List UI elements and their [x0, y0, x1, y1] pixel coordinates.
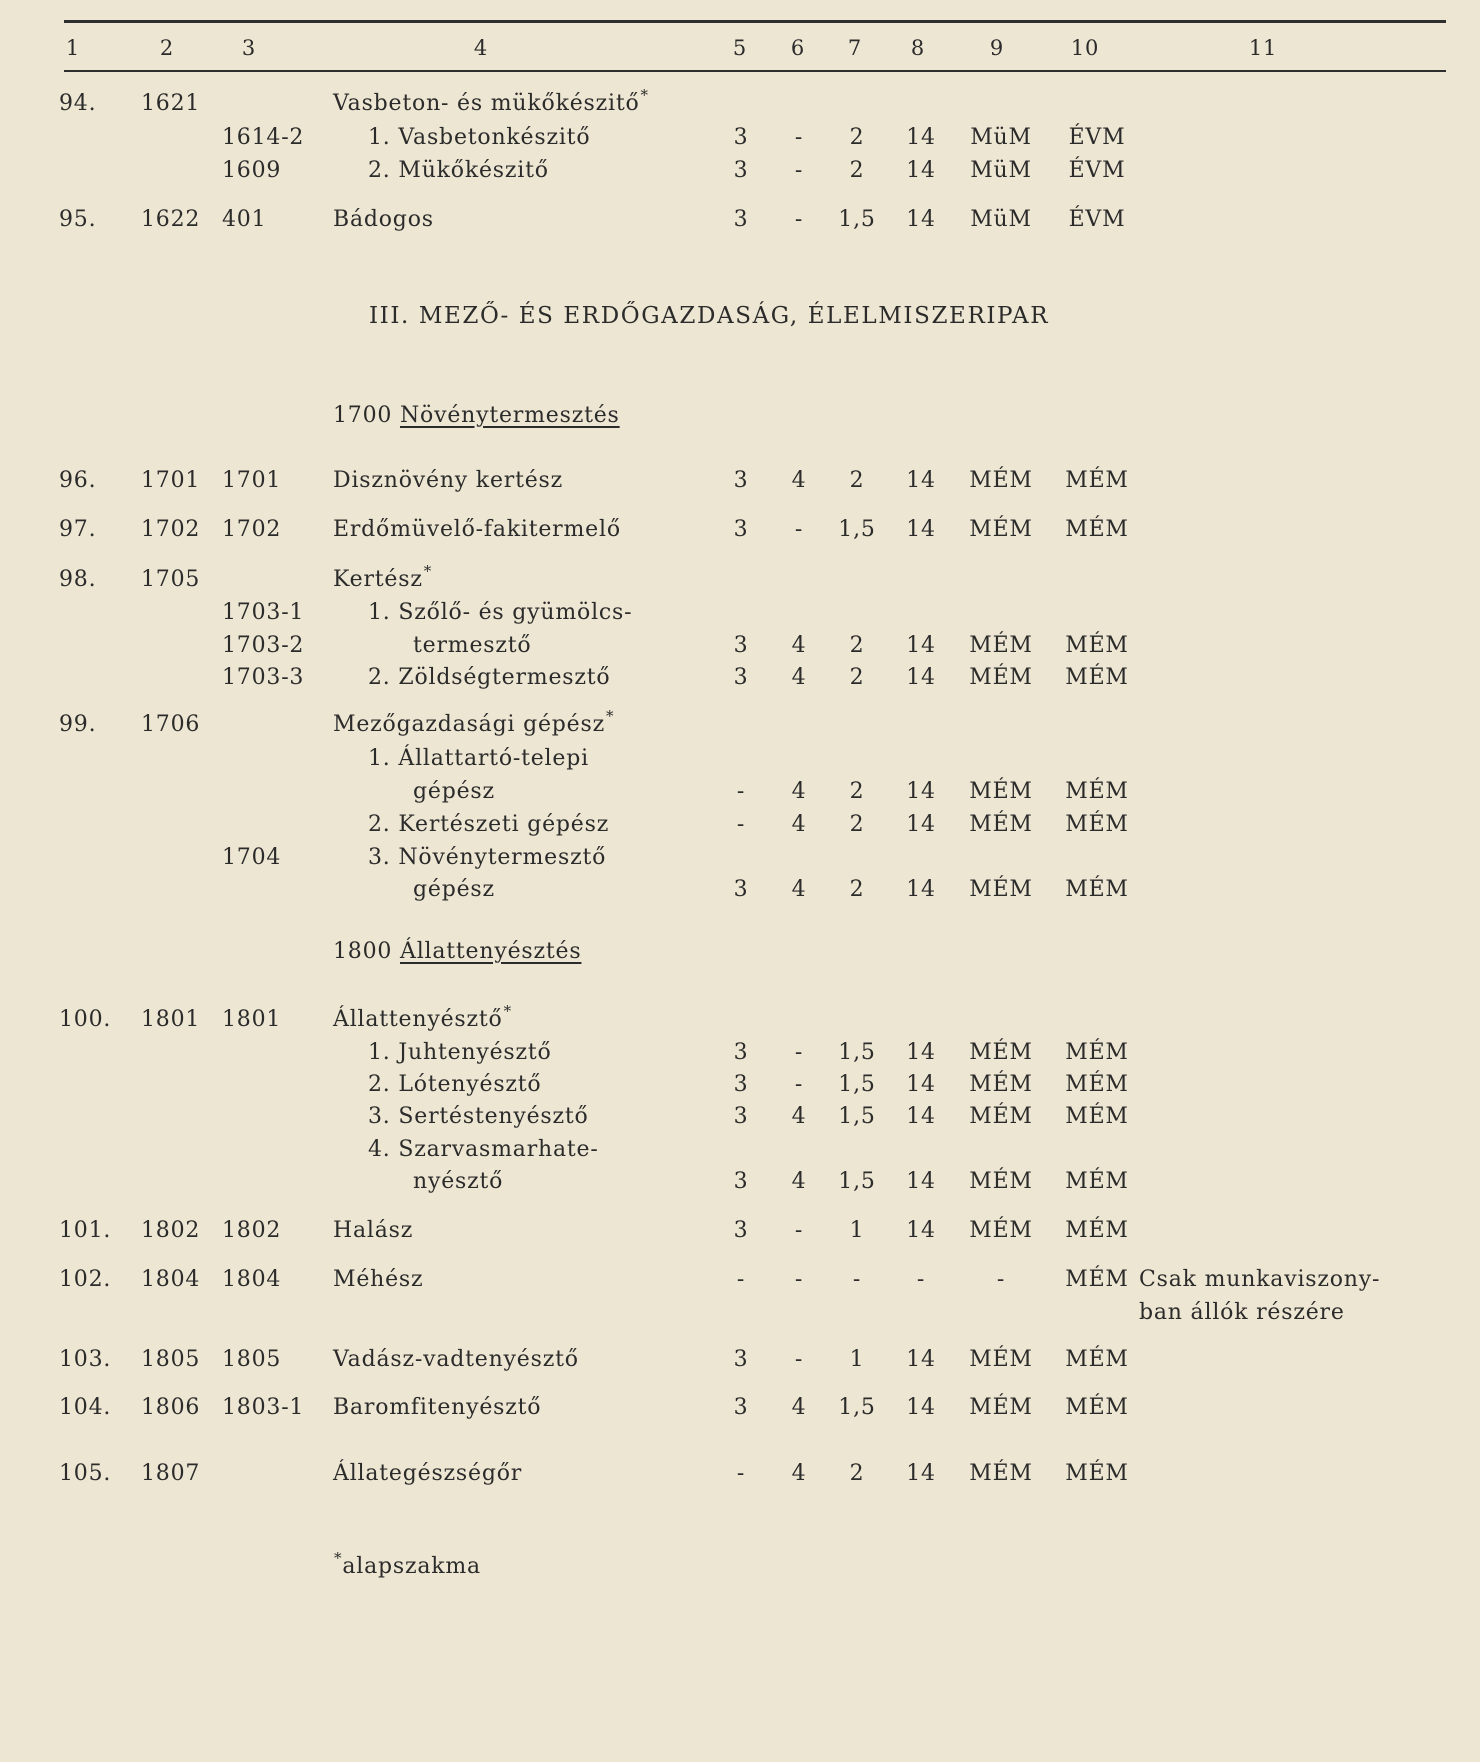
cell-trade-name	[333, 467, 563, 495]
trade-name-text: 3. Sertéstenyésztő	[368, 1104, 589, 1129]
cell-col-10: MÉM	[1065, 468, 1129, 493]
cell-trade-name	[333, 1346, 579, 1374]
trade-name-text: 1. Szőlő- és gyümölcs-	[368, 600, 633, 625]
basic-trade-star: *	[640, 86, 649, 104]
cell-col-10: MÉM	[1065, 1267, 1129, 1292]
cell-trade-name	[368, 664, 610, 692]
cell-code: 1806	[141, 1395, 201, 1420]
cell-old-code: 1703-3	[222, 665, 305, 690]
cell-col-6: 4	[791, 779, 807, 804]
cell-col-7: 2	[849, 877, 865, 902]
cell-trade-name	[333, 1460, 522, 1488]
cell-col-6: 4	[791, 877, 807, 902]
cell-col-9: MÉM	[969, 1169, 1033, 1194]
cell-col-10: MÉM	[1065, 877, 1129, 902]
cell-old-code: 1804	[222, 1267, 282, 1292]
cell-trade-name	[368, 124, 590, 152]
cell-col-10: MÉM	[1065, 1218, 1129, 1243]
header-bottom-rule	[64, 70, 1446, 72]
cell-col-5: 3	[733, 1104, 749, 1129]
cell-code: 1805	[141, 1347, 201, 1372]
cell-col-9: MÉM	[969, 468, 1033, 493]
cell-col-9: MÉM	[969, 1395, 1033, 1420]
cell-col-5: 3	[733, 1040, 749, 1065]
cell-col-8: 14	[906, 1104, 936, 1129]
cell-col-8: 14	[906, 517, 936, 542]
cell-code: 1705	[141, 567, 201, 592]
cell-col-10: MÉM	[1065, 665, 1129, 690]
cell-col-5: 3	[733, 517, 749, 542]
column-header-8: 8	[910, 36, 926, 60]
cell-sequence-number: 102.	[59, 1267, 112, 1292]
cell-trade-name	[368, 745, 589, 773]
cell-col-6: -	[794, 158, 804, 183]
cell-trade-name	[333, 1217, 413, 1245]
cell-col-9: MÉM	[969, 633, 1033, 658]
cell-trade-name	[333, 707, 615, 739]
cell-trade-name	[333, 1394, 541, 1422]
cell-sequence-number: 100.	[59, 1007, 112, 1032]
group-name: Állattenyésztés	[400, 939, 582, 964]
cell-old-code: 1614-2	[222, 125, 305, 150]
column-header-1: 1	[65, 36, 81, 60]
cell-col-7: 1,5	[838, 1072, 876, 1097]
cell-trade-name	[333, 516, 621, 544]
cell-col-9: MüM	[970, 207, 1032, 232]
basic-trade-star: *	[605, 707, 615, 725]
cell-col-8: 14	[906, 877, 936, 902]
cell-col-5: 3	[733, 158, 749, 183]
cell-trade-name	[333, 562, 433, 594]
cell-col-9: MÉM	[969, 877, 1033, 902]
trade-name-text: 4. Szarvasmarhate-	[368, 1137, 599, 1162]
footnote-text: alapszakma	[342, 1554, 481, 1579]
column-header-4: 4	[473, 36, 489, 60]
cell-old-code: 1704	[222, 845, 282, 870]
cell-col-7: 2	[849, 633, 865, 658]
cell-sequence-number: 104.	[59, 1395, 112, 1420]
cell-col-8: 14	[906, 1169, 936, 1194]
cell-col-5: 3	[733, 125, 749, 150]
cell-col-8: 14	[906, 1461, 936, 1486]
cell-col-7: 2	[849, 779, 865, 804]
basic-trade-star: *	[423, 562, 433, 580]
cell-col-5: -	[736, 812, 746, 837]
cell-col-8: 14	[906, 1347, 936, 1372]
cell-remark: ban állók részére	[1139, 1300, 1345, 1325]
group-title-1700	[333, 402, 620, 430]
cell-col-7: 2	[849, 468, 865, 493]
footnote-star: *	[334, 1549, 343, 1567]
cell-col-6: 4	[791, 1395, 807, 1420]
trade-name-text: 2. Zöldségtermesztő	[368, 665, 611, 690]
cell-trade-name	[368, 1071, 541, 1099]
cell-col-10: MÉM	[1065, 1347, 1129, 1372]
cell-trade-name	[413, 1168, 503, 1196]
cell-trade-name	[368, 1103, 589, 1131]
cell-trade-name	[368, 599, 632, 627]
trade-name-text: Halász	[333, 1218, 414, 1243]
cell-col-6: 4	[791, 812, 807, 837]
cell-col-5: 3	[733, 877, 749, 902]
column-header-5: 5	[732, 36, 748, 60]
group-code: 1700	[333, 403, 393, 428]
cell-col-5: 3	[733, 1072, 749, 1097]
cell-col-10: ÉVM	[1068, 207, 1126, 232]
cell-col-7: 1,5	[838, 1169, 876, 1194]
cell-col-10: MÉM	[1065, 1395, 1129, 1420]
cell-col-7: 2	[849, 158, 865, 183]
trade-name-text: Bádogos	[333, 207, 434, 232]
cell-col-5: 3	[733, 207, 749, 232]
cell-sequence-number: 97.	[59, 517, 97, 542]
cell-col-5: 3	[733, 1395, 749, 1420]
cell-col-6: 4	[791, 1461, 807, 1486]
cell-col-9: MÉM	[969, 779, 1033, 804]
column-header-10: 10	[1070, 36, 1100, 60]
cell-col-7: 2	[849, 665, 865, 690]
cell-col-7: 1	[849, 1218, 865, 1243]
cell-col-8: 14	[906, 468, 936, 493]
cell-old-code: 1702	[222, 517, 282, 542]
cell-sequence-number: 99.	[59, 712, 97, 737]
cell-code: 1804	[141, 1267, 201, 1292]
cell-col-10: MÉM	[1065, 779, 1129, 804]
cell-col-6: -	[794, 1347, 804, 1372]
trade-name-text: Kertész	[333, 567, 423, 592]
cell-col-10: ÉVM	[1068, 125, 1126, 150]
cell-col-6: 4	[791, 468, 807, 493]
cell-col-7: 2	[849, 125, 865, 150]
footnote	[333, 1549, 481, 1581]
trade-name-text: termesztő	[413, 633, 532, 658]
cell-col-8: 14	[906, 1072, 936, 1097]
cell-col-5: 3	[733, 1347, 749, 1372]
cell-col-6: 4	[791, 1104, 807, 1129]
cell-col-5: 3	[733, 1169, 749, 1194]
group-code: 1800	[333, 939, 393, 964]
trade-name-text: 2. Lótenyésztő	[368, 1072, 542, 1097]
trade-name-text: Állategészségőr	[333, 1461, 523, 1486]
cell-col-6: 4	[791, 665, 807, 690]
cell-sequence-number: 103.	[59, 1347, 112, 1372]
cell-old-code: 1805	[222, 1347, 282, 1372]
column-header-7: 7	[847, 36, 863, 60]
cell-col-8: 14	[906, 207, 936, 232]
cell-col-8: 14	[906, 633, 936, 658]
cell-col-10: MÉM	[1065, 1461, 1129, 1486]
cell-trade-name	[333, 1266, 423, 1294]
cell-col-5: 3	[733, 633, 749, 658]
cell-col-10: MÉM	[1065, 633, 1129, 658]
cell-trade-name	[368, 157, 549, 185]
cell-col-8: -	[916, 1267, 926, 1292]
basic-trade-star: *	[503, 1002, 512, 1020]
cell-col-9: MÉM	[969, 812, 1033, 837]
group-title-1800	[333, 938, 581, 966]
trade-name-text: Mezőgazdasági gépész	[333, 712, 605, 737]
cell-col-8: 14	[906, 779, 936, 804]
cell-trade-name	[333, 1002, 512, 1034]
cell-col-5: 3	[733, 1218, 749, 1243]
cell-col-8: 14	[906, 1040, 936, 1065]
cell-trade-name	[413, 778, 495, 806]
cell-trade-name	[413, 632, 531, 660]
cell-col-8: 14	[906, 158, 936, 183]
cell-old-code: 1802	[222, 1218, 282, 1243]
trade-name-text: 2. Mükőkészitő	[368, 158, 549, 183]
cell-sequence-number: 101.	[59, 1218, 112, 1243]
trade-name-text: gépész	[413, 877, 495, 902]
cell-col-5: -	[736, 1267, 746, 1292]
cell-col-6: 4	[791, 1169, 807, 1194]
cell-col-6: -	[794, 1040, 804, 1065]
trade-name-text: 1. Vasbetonkészitő	[368, 125, 591, 150]
cell-trade-name	[333, 206, 434, 234]
cell-sequence-number: 96.	[59, 468, 97, 493]
cell-col-9: MÉM	[969, 1104, 1033, 1129]
cell-trade-name	[368, 1136, 599, 1164]
trade-name-text: gépész	[413, 779, 495, 804]
cell-old-code: 1801	[222, 1007, 282, 1032]
cell-code: 1807	[141, 1461, 201, 1486]
cell-col-7: 1,5	[838, 1104, 876, 1129]
cell-old-code: 401	[222, 207, 267, 232]
column-header-11: 11	[1248, 36, 1278, 60]
trade-name-text: Baromfitenyésztő	[333, 1395, 542, 1420]
trade-name-text: nyésztő	[413, 1169, 504, 1194]
cell-col-9: -	[996, 1267, 1006, 1292]
cell-col-5: -	[736, 1461, 746, 1486]
cell-col-9: MÉM	[969, 517, 1033, 542]
cell-col-6: 4	[791, 633, 807, 658]
cell-col-9: MÉM	[969, 1072, 1033, 1097]
cell-col-8: 14	[906, 1395, 936, 1420]
cell-trade-name	[333, 86, 649, 118]
cell-col-8: 14	[906, 125, 936, 150]
cell-col-10: MÉM	[1065, 812, 1129, 837]
header-top-rule	[64, 20, 1446, 23]
column-header-9: 9	[989, 36, 1005, 60]
trade-name-text: 2. Kertészeti gépész	[368, 812, 610, 837]
trade-name-text: Disznövény kertész	[333, 468, 564, 493]
cell-sequence-number: 94.	[59, 91, 97, 116]
cell-col-6: -	[794, 517, 804, 542]
cell-old-code: 1609	[222, 158, 282, 183]
group-name: Növénytermesztés	[400, 403, 620, 428]
cell-col-6: -	[794, 125, 804, 150]
cell-col-10: MÉM	[1065, 1072, 1129, 1097]
column-header-3: 3	[241, 36, 257, 60]
trade-name-text: Állattenyésztő	[333, 1007, 503, 1032]
cell-col-9: MüM	[970, 158, 1032, 183]
cell-code: 1622	[141, 207, 201, 232]
cell-col-6: -	[794, 1072, 804, 1097]
cell-old-code: 1703-1	[222, 600, 305, 625]
cell-col-9: MÉM	[969, 665, 1033, 690]
cell-col-7: 1,5	[838, 1395, 876, 1420]
cell-col-9: MüM	[970, 125, 1032, 150]
cell-col-7: 1,5	[838, 207, 876, 232]
cell-code: 1706	[141, 712, 201, 737]
cell-col-7: 1,5	[838, 517, 876, 542]
cell-code: 1621	[141, 91, 201, 116]
cell-col-7: 1	[849, 1347, 865, 1372]
cell-col-6: -	[794, 207, 804, 232]
cell-code: 1802	[141, 1218, 201, 1243]
cell-old-code: 1701	[222, 468, 282, 493]
trade-name-text: 3. Növénytermesztő	[368, 845, 607, 870]
cell-col-9: MÉM	[969, 1040, 1033, 1065]
cell-remark: Csak munkaviszony-	[1139, 1267, 1381, 1292]
cell-code: 1702	[141, 517, 201, 542]
cell-trade-name	[413, 876, 495, 904]
cell-col-9: MÉM	[969, 1218, 1033, 1243]
trade-name-text: 1. Állattartó-telepi	[368, 746, 589, 771]
cell-col-7: -	[852, 1267, 862, 1292]
column-header-6: 6	[790, 36, 806, 60]
cell-code: 1801	[141, 1007, 201, 1032]
column-header-2: 2	[159, 36, 175, 60]
cell-col-10: MÉM	[1065, 517, 1129, 542]
section-title: III. MEZŐ- ÉS ERDŐGAZDASÁG, ÉLELMISZERIPAR	[369, 303, 1050, 329]
cell-col-10: MÉM	[1065, 1169, 1129, 1194]
trade-name-text: 1. Juhtenyésztő	[368, 1040, 552, 1065]
cell-col-5: -	[736, 779, 746, 804]
cell-trade-name	[368, 811, 609, 839]
cell-col-7: 2	[849, 1461, 865, 1486]
cell-col-8: 14	[906, 1218, 936, 1243]
cell-code: 1701	[141, 468, 201, 493]
cell-col-10: MÉM	[1065, 1104, 1129, 1129]
cell-trade-name	[368, 844, 606, 872]
trade-name-text: Méhész	[333, 1267, 424, 1292]
trade-name-text: Erdőmüvelő-fakitermelő	[333, 517, 621, 542]
trade-name-text: Vadász-vadtenyésztő	[333, 1347, 579, 1372]
cell-sequence-number: 105.	[59, 1461, 112, 1486]
cell-col-9: MÉM	[969, 1461, 1033, 1486]
cell-col-8: 14	[906, 812, 936, 837]
cell-col-8: 14	[906, 665, 936, 690]
cell-col-5: 3	[733, 665, 749, 690]
cell-col-9: MÉM	[969, 1347, 1033, 1372]
cell-sequence-number: 98.	[59, 567, 97, 592]
cell-col-7: 2	[849, 812, 865, 837]
cell-col-10: MÉM	[1065, 1040, 1129, 1065]
cell-sequence-number: 95.	[59, 207, 97, 232]
cell-col-10: ÉVM	[1068, 158, 1126, 183]
cell-col-5: 3	[733, 468, 749, 493]
cell-old-code: 1703-2	[222, 633, 305, 658]
cell-col-7: 1,5	[838, 1040, 876, 1065]
cell-col-6: -	[794, 1218, 804, 1243]
cell-old-code: 1803-1	[222, 1395, 305, 1420]
cell-trade-name	[368, 1039, 552, 1067]
trade-name-text: Vasbeton- és mükőkészitő	[333, 91, 640, 116]
cell-col-6: -	[794, 1267, 804, 1292]
